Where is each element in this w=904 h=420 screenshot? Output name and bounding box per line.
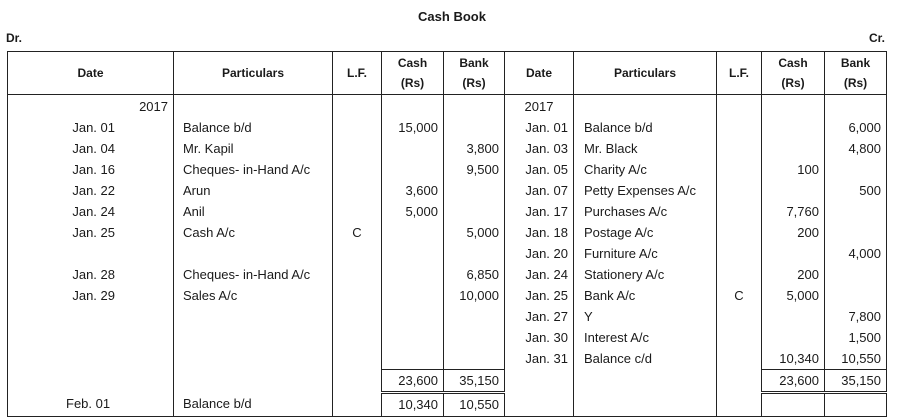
credit-cash <box>762 327 825 348</box>
ledger-row <box>8 264 887 285</box>
credit-particulars-header: Particulars <box>574 52 717 95</box>
totals-row <box>8 370 887 393</box>
credit-bank <box>825 222 887 243</box>
debit-bank: 10,000 <box>444 285 505 306</box>
debit-bank-header: Bank (Rs) <box>444 52 505 95</box>
credit-lf <box>717 159 762 180</box>
ledger-row <box>8 117 887 138</box>
credit-cash <box>762 306 825 327</box>
carry-date: Feb. 01 <box>8 393 174 417</box>
debit-bank-total: 35,150 <box>444 370 505 393</box>
credit-particulars: Postage A/c <box>574 222 717 243</box>
credit-lf <box>717 222 762 243</box>
credit-side-label: Cr. <box>868 31 885 45</box>
credit-date: Jan. 03 <box>505 138 574 159</box>
debit-particulars <box>174 306 333 327</box>
debit-cash: 3,600 <box>382 180 444 201</box>
debit-cash <box>382 243 444 264</box>
debit-cash-header: Cash (Rs) <box>382 52 444 95</box>
debit-cash <box>382 264 444 285</box>
debit-date <box>8 348 174 370</box>
credit-particulars: Mr. Black <box>574 138 717 159</box>
credit-date: Jan. 07 <box>505 180 574 201</box>
credit-lf <box>717 327 762 348</box>
credit-cash: 200 <box>762 222 825 243</box>
ledger-row <box>8 138 887 159</box>
debit-date: Jan. 22 <box>8 180 174 201</box>
debit-particulars: Anil <box>174 201 333 222</box>
cash-book-table <box>7 51 887 417</box>
debit-lf <box>333 180 382 201</box>
debit-particulars <box>174 348 333 370</box>
credit-year: 2017 <box>505 95 574 118</box>
credit-particulars: Balance b/d <box>574 117 717 138</box>
credit-lf <box>717 348 762 370</box>
debit-particulars: Mr. Kapil <box>174 138 333 159</box>
debit-date <box>8 327 174 348</box>
credit-cash-total: 23,600 <box>762 370 825 393</box>
credit-date: Jan. 18 <box>505 222 574 243</box>
credit-lf <box>717 180 762 201</box>
debit-lf: C <box>333 222 382 243</box>
page-title: Cash Book <box>418 9 486 24</box>
credit-cash: 200 <box>762 264 825 285</box>
credit-bank <box>825 159 887 180</box>
debit-particulars: Arun <box>174 180 333 201</box>
credit-date: Jan. 05 <box>505 159 574 180</box>
credit-date: Jan. 17 <box>505 201 574 222</box>
credit-date: Jan. 24 <box>505 264 574 285</box>
credit-date-header: Date <box>505 52 574 95</box>
credit-date: Jan. 27 <box>505 306 574 327</box>
debit-bank: 5,000 <box>444 222 505 243</box>
credit-cash: 100 <box>762 159 825 180</box>
debit-bank <box>444 327 505 348</box>
ledger-row <box>8 327 887 348</box>
credit-particulars: Balance c/d <box>574 348 717 370</box>
debit-date: Jan. 16 <box>8 159 174 180</box>
debit-lf <box>333 159 382 180</box>
debit-bank <box>444 306 505 327</box>
debit-lf <box>333 243 382 264</box>
ledger-row <box>8 180 887 201</box>
credit-particulars: Interest A/c <box>574 327 717 348</box>
debit-lf-header: L.F. <box>333 52 382 95</box>
debit-bank <box>444 117 505 138</box>
ledger-row <box>8 201 887 222</box>
debit-cash <box>382 327 444 348</box>
debit-particulars: Balance b/d <box>174 117 333 138</box>
debit-cash <box>382 285 444 306</box>
credit-bank: 7,800 <box>825 306 887 327</box>
debit-year: 2017 <box>8 95 174 118</box>
year-row <box>8 95 887 118</box>
debit-lf <box>333 348 382 370</box>
credit-cash <box>762 243 825 264</box>
credit-cash-header: Cash (Rs) <box>762 52 825 95</box>
credit-date: Jan. 20 <box>505 243 574 264</box>
header-row <box>8 52 887 95</box>
credit-bank: 6,000 <box>825 117 887 138</box>
credit-bank <box>825 264 887 285</box>
ledger-row <box>8 348 887 370</box>
debit-lf <box>333 327 382 348</box>
debit-date-header: Date <box>8 52 174 95</box>
ledger-row <box>8 243 887 264</box>
debit-lf <box>333 117 382 138</box>
credit-bank-total: 35,150 <box>825 370 887 393</box>
debit-bank <box>444 180 505 201</box>
debit-cash <box>382 159 444 180</box>
credit-lf <box>717 264 762 285</box>
ledger-row <box>8 306 887 327</box>
credit-bank: 4,000 <box>825 243 887 264</box>
carry-particulars: Balance b/d <box>174 393 333 417</box>
debit-bank: 9,500 <box>444 159 505 180</box>
credit-cash <box>762 117 825 138</box>
debit-date: Jan. 04 <box>8 138 174 159</box>
debit-cash: 5,000 <box>382 201 444 222</box>
credit-lf: C <box>717 285 762 306</box>
debit-cash <box>382 348 444 370</box>
debit-particulars: Sales A/c <box>174 285 333 306</box>
credit-date: Jan. 30 <box>505 327 574 348</box>
debit-cash <box>382 222 444 243</box>
debit-lf <box>333 201 382 222</box>
credit-bank-header: Bank (Rs) <box>825 52 887 95</box>
debit-cash <box>382 138 444 159</box>
debit-bank: 3,800 <box>444 138 505 159</box>
credit-bank: 10,550 <box>825 348 887 370</box>
credit-particulars: Y <box>574 306 717 327</box>
debit-date: Jan. 01 <box>8 117 174 138</box>
credit-lf-header: L.F. <box>717 52 762 95</box>
credit-cash: 7,760 <box>762 201 825 222</box>
credit-bank <box>825 285 887 306</box>
credit-particulars: Charity A/c <box>574 159 717 180</box>
credit-cash: 10,340 <box>762 348 825 370</box>
debit-particulars <box>174 243 333 264</box>
credit-particulars: Petty Expenses A/c <box>574 180 717 201</box>
credit-date: Jan. 01 <box>505 117 574 138</box>
carry-cash: 10,340 <box>382 393 444 417</box>
carry-forward-row <box>8 393 887 417</box>
credit-lf <box>717 243 762 264</box>
credit-bank: 1,500 <box>825 327 887 348</box>
debit-date <box>8 306 174 327</box>
credit-lf <box>717 138 762 159</box>
debit-particulars <box>174 327 333 348</box>
debit-particulars: Cash A/c <box>174 222 333 243</box>
ledger-row <box>8 285 887 306</box>
credit-date: Jan. 31 <box>505 348 574 370</box>
debit-cash <box>382 306 444 327</box>
debit-lf <box>333 264 382 285</box>
credit-bank: 500 <box>825 180 887 201</box>
debit-lf <box>333 138 382 159</box>
debit-bank: 6,850 <box>444 264 505 285</box>
debit-date: Jan. 28 <box>8 264 174 285</box>
debit-side-label: Dr. <box>6 31 23 45</box>
debit-bank <box>444 348 505 370</box>
credit-date: Jan. 25 <box>505 285 574 306</box>
debit-date: Jan. 25 <box>8 222 174 243</box>
carry-bank: 10,550 <box>444 393 505 417</box>
credit-cash: 5,000 <box>762 285 825 306</box>
credit-lf <box>717 117 762 138</box>
debit-date <box>8 243 174 264</box>
credit-particulars: Purchases A/c <box>574 201 717 222</box>
debit-date: Jan. 24 <box>8 201 174 222</box>
credit-particulars: Bank A/c <box>574 285 717 306</box>
credit-cash <box>762 138 825 159</box>
debit-cash: 15,000 <box>382 117 444 138</box>
debit-bank <box>444 243 505 264</box>
ledger-row <box>8 159 887 180</box>
debit-bank <box>444 201 505 222</box>
debit-lf <box>333 306 382 327</box>
credit-cash <box>762 180 825 201</box>
credit-particulars: Furniture A/c <box>574 243 717 264</box>
credit-particulars: Stationery A/c <box>574 264 717 285</box>
credit-lf <box>717 201 762 222</box>
debit-cash-total: 23,600 <box>382 370 444 393</box>
debit-particulars: Cheques- in-Hand A/c <box>174 264 333 285</box>
debit-date: Jan. 29 <box>8 285 174 306</box>
debit-lf <box>333 285 382 306</box>
credit-bank <box>825 201 887 222</box>
debit-particulars: Cheques- in-Hand A/c <box>174 159 333 180</box>
debit-particulars-header: Particulars <box>174 52 333 95</box>
ledger-row <box>8 222 887 243</box>
credit-lf <box>717 306 762 327</box>
credit-bank: 4,800 <box>825 138 887 159</box>
